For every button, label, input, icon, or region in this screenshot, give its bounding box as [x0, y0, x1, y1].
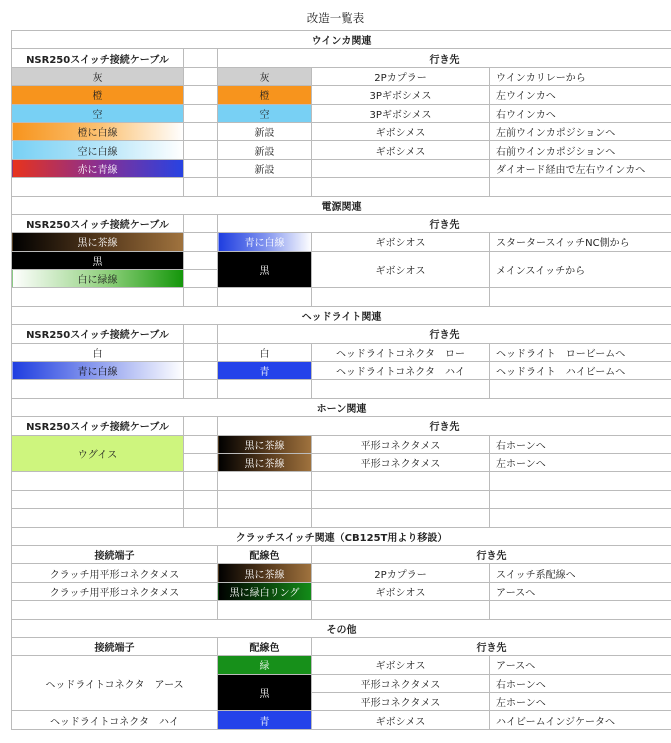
destination: アースへ: [490, 656, 671, 674]
wire-color: 空: [218, 104, 312, 122]
table-row: [12, 233, 671, 251]
wire-color: 黒に茶線: [218, 435, 312, 453]
table-row: [12, 159, 671, 177]
header-wire-color: 配線色: [218, 637, 312, 655]
destination: 右ホーンへ: [490, 674, 671, 692]
table-row: [12, 656, 671, 674]
table-row: [12, 564, 671, 582]
destination: 右ウインカへ: [490, 104, 671, 122]
section-title-headlight: ヘッドライト関連: [12, 306, 671, 324]
header-destination: 行き先: [312, 637, 671, 655]
header-wire-color: 配線色: [218, 545, 312, 563]
header-terminal: 接続端子: [12, 545, 218, 563]
modification-table: [11, 30, 671, 730]
destination: ヘッドライト ロービームへ: [490, 343, 671, 361]
connector: 3Pギボシメス: [312, 86, 490, 104]
connector: ギボシオス: [312, 233, 490, 251]
cable-color: 白: [12, 343, 184, 361]
cable-color: 赤に青線: [12, 159, 184, 177]
page-title: 改造一覧表: [306, 11, 365, 25]
destination: アースへ: [490, 582, 671, 600]
header-cable: NSR250スイッチ接続ケーブル: [12, 325, 184, 343]
connector: 平形コネクタメス: [312, 674, 490, 692]
header-cable: NSR250スイッチ接続ケーブル: [12, 214, 184, 232]
table-row: [12, 711, 671, 729]
wire-color: 白: [218, 343, 312, 361]
cable-color: 橙: [12, 86, 184, 104]
table-row: [12, 67, 671, 85]
destination: 左ホーンへ: [490, 693, 671, 711]
cable-color: 黒: [12, 251, 184, 269]
wire-color: 新設: [218, 122, 312, 140]
connector: 平形コネクタメス: [312, 693, 490, 711]
destination: スイッチ系配線へ: [490, 564, 671, 582]
wire-color: 新設: [218, 141, 312, 159]
connector: ギボシオス: [312, 251, 490, 288]
connector: ギボシメス: [312, 141, 490, 159]
wire-color: 青に白線: [218, 233, 312, 251]
connector: 2Pカプラー: [312, 564, 490, 582]
connector: 3Pギボシメス: [312, 104, 490, 122]
section-title-other: その他: [12, 619, 671, 637]
connector: [312, 159, 490, 177]
header-cable: NSR250スイッチ接続ケーブル: [12, 49, 184, 67]
connector: 平形コネクタメス: [312, 453, 490, 471]
destination: ヘッドライト ハイビームへ: [490, 362, 671, 380]
destination: ハイビームインジケータへ: [490, 711, 671, 729]
wire-color: 黒に茶線: [218, 564, 312, 582]
section-title-horn: ホーン関連: [12, 398, 671, 416]
connector: ヘッドライトコネクタ ハイ: [312, 362, 490, 380]
cable-color: 灰: [12, 67, 184, 85]
header-destination: 行き先: [218, 214, 671, 232]
destination: 左ウインカへ: [490, 86, 671, 104]
destination: 左ホーンへ: [490, 453, 671, 471]
table-row: [12, 362, 671, 380]
destination: 右ホーンへ: [490, 435, 671, 453]
wire-color: 青: [218, 711, 312, 729]
connector: ヘッドライトコネクタ ロー: [312, 343, 490, 361]
wire-color: 黒: [218, 674, 312, 711]
table-row: [12, 582, 671, 600]
connector: ギボシメス: [312, 122, 490, 140]
destination: 左前ウインカポジションへ: [490, 122, 671, 140]
destination: ダイオード経由で左右ウインカへ: [490, 159, 671, 177]
section-title-turn-signal: ウインカ関連: [12, 31, 671, 49]
connector: ギボシオス: [312, 656, 490, 674]
section-title-clutch: クラッチスイッチ関連（CB125T用より移設）: [12, 527, 671, 545]
header-destination: 行き先: [218, 417, 671, 435]
wire-color: 緑: [218, 656, 312, 674]
table-row: [12, 86, 671, 104]
cable-color: 橙に白線: [12, 122, 184, 140]
header-terminal: 接続端子: [12, 637, 218, 655]
wire-color: 黒に茶線: [218, 453, 312, 471]
cable-color: 空: [12, 104, 184, 122]
table-row: [12, 141, 671, 159]
connector: 平形コネクタメス: [312, 435, 490, 453]
cable-color: 青に白線: [12, 362, 184, 380]
wire-color: 黒に緑白リング: [218, 582, 312, 600]
table-row: [12, 251, 671, 269]
section-title-power: 電源関連: [12, 196, 671, 214]
terminal: クラッチ用平形コネクタメス: [12, 582, 218, 600]
connector: ギボシメス: [312, 711, 490, 729]
cable-color: ウグイス: [12, 435, 184, 472]
header-destination: 行き先: [218, 49, 671, 67]
terminal: ヘッドライトコネクタ アース: [12, 656, 218, 711]
table-row: [12, 122, 671, 140]
connector: 2Pカプラー: [312, 67, 490, 85]
cable-color: 白に緑線: [12, 270, 184, 288]
cable-color: 空に白線: [12, 141, 184, 159]
destination: 右前ウインカポジションへ: [490, 141, 671, 159]
table-row: [12, 343, 671, 361]
header-cable: NSR250スイッチ接続ケーブル: [12, 417, 184, 435]
terminal: ヘッドライトコネクタ ハイ: [12, 711, 218, 729]
wire-color: 新設: [218, 159, 312, 177]
wire-color: 青: [218, 362, 312, 380]
destination: メインスイッチから: [490, 251, 671, 288]
connector: ギボシオス: [312, 582, 490, 600]
header-destination: 行き先: [312, 545, 671, 563]
destination: ウインカリレーから: [490, 67, 671, 85]
wire-color: 灰: [218, 67, 312, 85]
table-row: [12, 104, 671, 122]
wire-color: 橙: [218, 86, 312, 104]
cable-color: 黒に茶線: [12, 233, 184, 251]
header-destination: 行き先: [218, 325, 671, 343]
table-row: [12, 435, 671, 453]
wire-color: 黒: [218, 251, 312, 288]
terminal: クラッチ用平形コネクタメス: [12, 564, 218, 582]
destination: スタータースイッチNC側から: [490, 233, 671, 251]
